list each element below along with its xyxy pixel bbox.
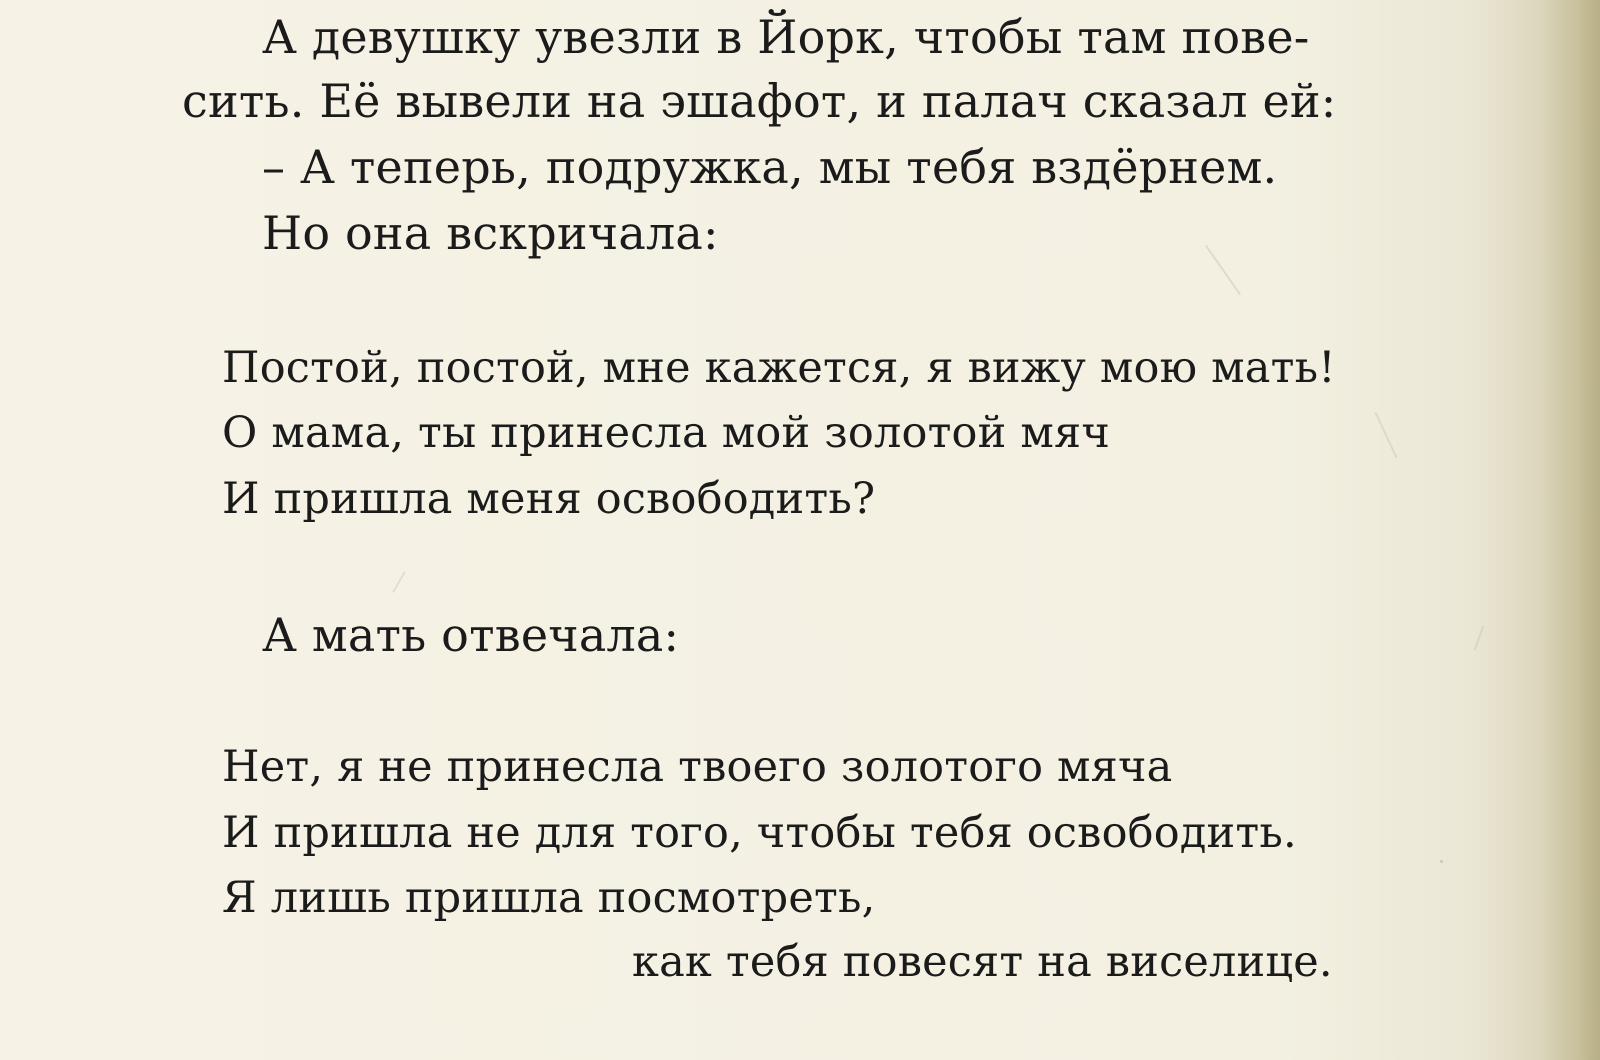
spine-shadow	[1540, 0, 1600, 1060]
prose-line: сить. Её вывели на эшафот, и палач сказал ей:	[182, 74, 1337, 128]
verse-line: Постой, постой, мне кажется, я вижу мою мать!	[222, 343, 1336, 393]
verse-line: Я лишь пришла посмотреть,	[222, 873, 876, 923]
prose-line: Но она вскричала:	[262, 206, 719, 260]
prose-line: – А теперь, подружка, мы тебя вздёрнем.	[262, 140, 1278, 194]
prose-line: А девушку увезли в Йорк, чтобы там пове-	[262, 10, 1310, 64]
paper-mark	[1205, 245, 1241, 295]
paper-speck	[1440, 860, 1443, 863]
paper-mark	[1375, 412, 1398, 458]
verse-line: И пришла меня освободить?	[222, 474, 876, 524]
prose-line: А мать отвечала:	[262, 608, 680, 662]
paper-mark	[392, 571, 406, 593]
paper-mark	[1474, 625, 1485, 650]
verse-line: Нет, я не принесла твоего золотого мяча	[222, 742, 1173, 792]
verse-line: И пришла не для того, чтобы тебя освободить.	[222, 808, 1297, 858]
verse-line: О мама, ты принесла мой золотой мяч	[222, 408, 1110, 458]
verse-line-indented: как тебя повесят на виселице.	[632, 937, 1333, 987]
